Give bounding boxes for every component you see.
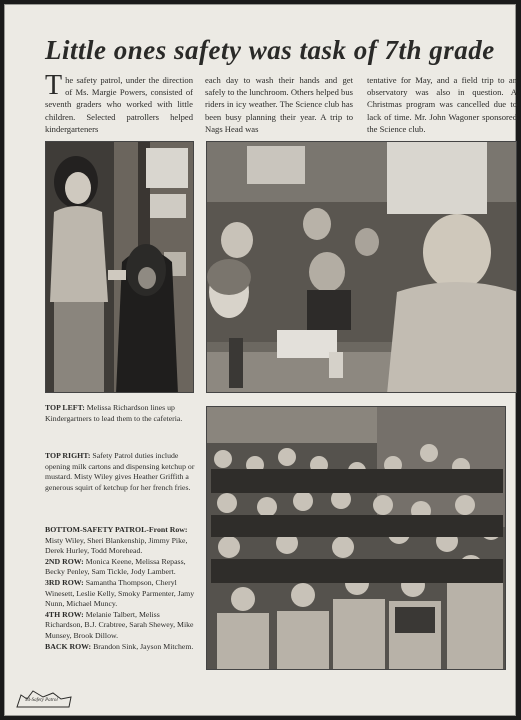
- caption-bottom: [45, 525, 195, 652]
- caption-top-right-label: TOP RIGHT:: [45, 451, 91, 460]
- drop-cap: T: [45, 70, 63, 101]
- body-column-2: each day to wash their hands and get safely to the lunchroom. Others helped bus riders in icy weather. The Science club has been busy planning their year. A trip to Nags Head was: [205, 75, 353, 134]
- body-column-1-text: he safety patrol, under the direction of Ms. Margie Powers, consisted of seventh graders who worked with little children. Selected patrollers helped kindergarteners: [45, 75, 193, 134]
- caption-top-left: [45, 403, 195, 424]
- caption-top-left-label: TOP LEFT:: [45, 403, 85, 412]
- photo-top-left: [45, 141, 194, 393]
- caption-row3: Samantha Thompson, Cheryl Winesett, Leslie Kelly, Smoky Parmenter, Jamy Nunn, Michael Muncy.: [45, 577, 195, 609]
- page-folio: 54-Safety Patrol: [25, 698, 58, 703]
- body-column-1: [45, 70, 193, 135]
- caption-row3-label: 3RD ROW:: [45, 577, 84, 587]
- photo-bottom-group: [206, 406, 506, 670]
- caption-top-right: [45, 451, 195, 493]
- caption-row4: Melanie Talbert, Meliss Richardson, B.J. Crabtree, Sarah Shewey, Mike Munsey, Brook Dillow.: [45, 609, 194, 640]
- photo-top-right: [206, 141, 517, 393]
- photo-bottom-group-image: [207, 407, 506, 670]
- caption-top-right-text: Safety Patrol duties include opening milk cartons and dispensing ketchup or mustard. Misty Wiley gives Heather Griffith a generous squirt of ketchup for her french fries.: [45, 451, 195, 492]
- photo-top-left-image: [46, 142, 194, 393]
- caption-row2-label: 2ND ROW:: [45, 556, 84, 566]
- caption-row4-label: 4TH ROW:: [45, 609, 84, 619]
- caption-back-label: BACK ROW:: [45, 641, 92, 651]
- caption-row2: Monica Keene, Melissa Repass, Becky Penley, Sam Tickle, Jody Lambert.: [45, 556, 186, 577]
- yearbook-page: [4, 4, 516, 716]
- photo-top-right-image: [207, 142, 517, 393]
- caption-bottom-label: BOTTOM-SAFETY PATROL-Front Row:: [45, 525, 188, 534]
- body-column-3: tentative for May, and a field trip to an observatory was also in question. A Christmas program was cancelled due to lack of time. Mr. John Wagoner sponsored the Science club.: [367, 75, 517, 134]
- caption-front-row: Misty Wiley, Sheri Blankenship, Jimmy Pike, Derek Hurley, Todd Morehead.: [45, 535, 188, 556]
- caption-top-left-text: Melissa Richardson lines up Kindergartners to lead them to the cafeteria.: [45, 403, 183, 423]
- caption-back-row: Brandon Sink, Jayson Mitchem.: [91, 641, 194, 651]
- page-headline: Little ones safety was task of 7th grade: [45, 35, 495, 65]
